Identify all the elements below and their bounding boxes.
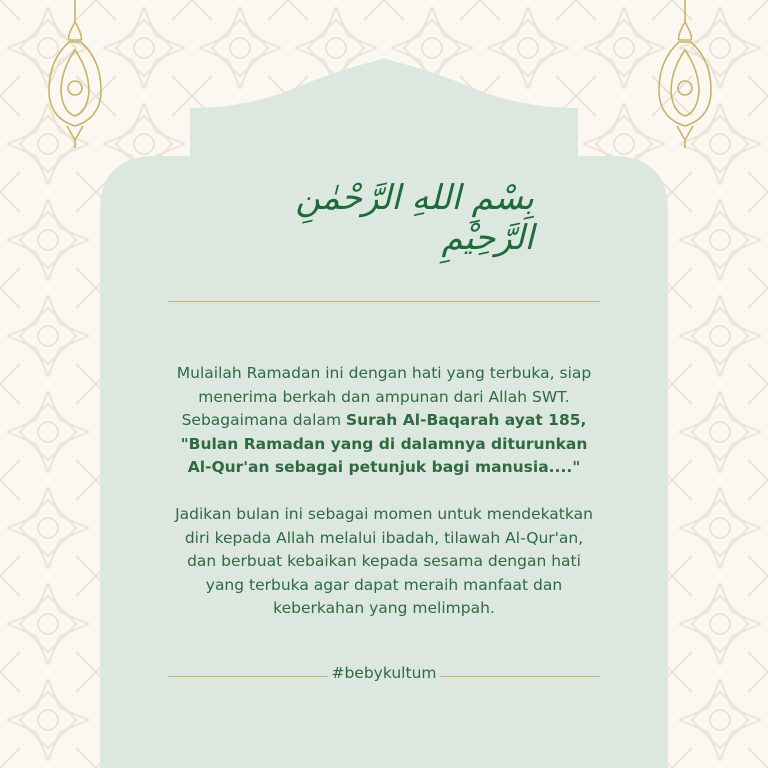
paragraph-line: menerima berkah dan ampunan dari Allah SWT. (198, 387, 570, 406)
quote-line: Al-Qur'an sebagai petunjuk bagi manusia...." (187, 458, 581, 476)
paragraph-line: Jadikan bulan ini sebagai momen untuk mendekatkan (175, 505, 593, 523)
paragraph-intro (130, 362, 638, 480)
lantern-icon (45, 0, 105, 150)
quote-line: "Bulan Ramadan yang di dalamnya diturunkan (180, 434, 588, 453)
paragraph-line: yang terbuka agar dapat meraih manfaat dan (205, 575, 563, 594)
paragraph-line (130, 409, 638, 433)
paragraph-line: Mulailah Ramadan ini dengan hati yang terbuka, siap (176, 364, 592, 382)
paragraph-line: diri kepada Allah melalui ibadah, tilawah Al-Qur'an, (184, 528, 584, 547)
surah-reference: Surah Al-Baqarah ayat 185, (345, 411, 587, 429)
bismillah-calligraphy: بِسْمِ اللهِ الرَّحْمٰنِ الرَّحِيْمِ (295, 178, 534, 258)
lantern-icon (655, 0, 715, 150)
divider-footer-left (168, 676, 328, 677)
paragraph-line: dan berbuat kebaikan kepada sesama dengan hati (187, 552, 581, 570)
paragraph-line: keberkahan yang melimpah. (273, 599, 495, 617)
hashtag-label: #bebykultum (331, 664, 437, 682)
divider-footer-right (440, 676, 600, 677)
divider-top (168, 301, 600, 302)
line-prefix: Sebagaimana dalam (181, 411, 346, 429)
paragraph-advice (130, 503, 638, 621)
